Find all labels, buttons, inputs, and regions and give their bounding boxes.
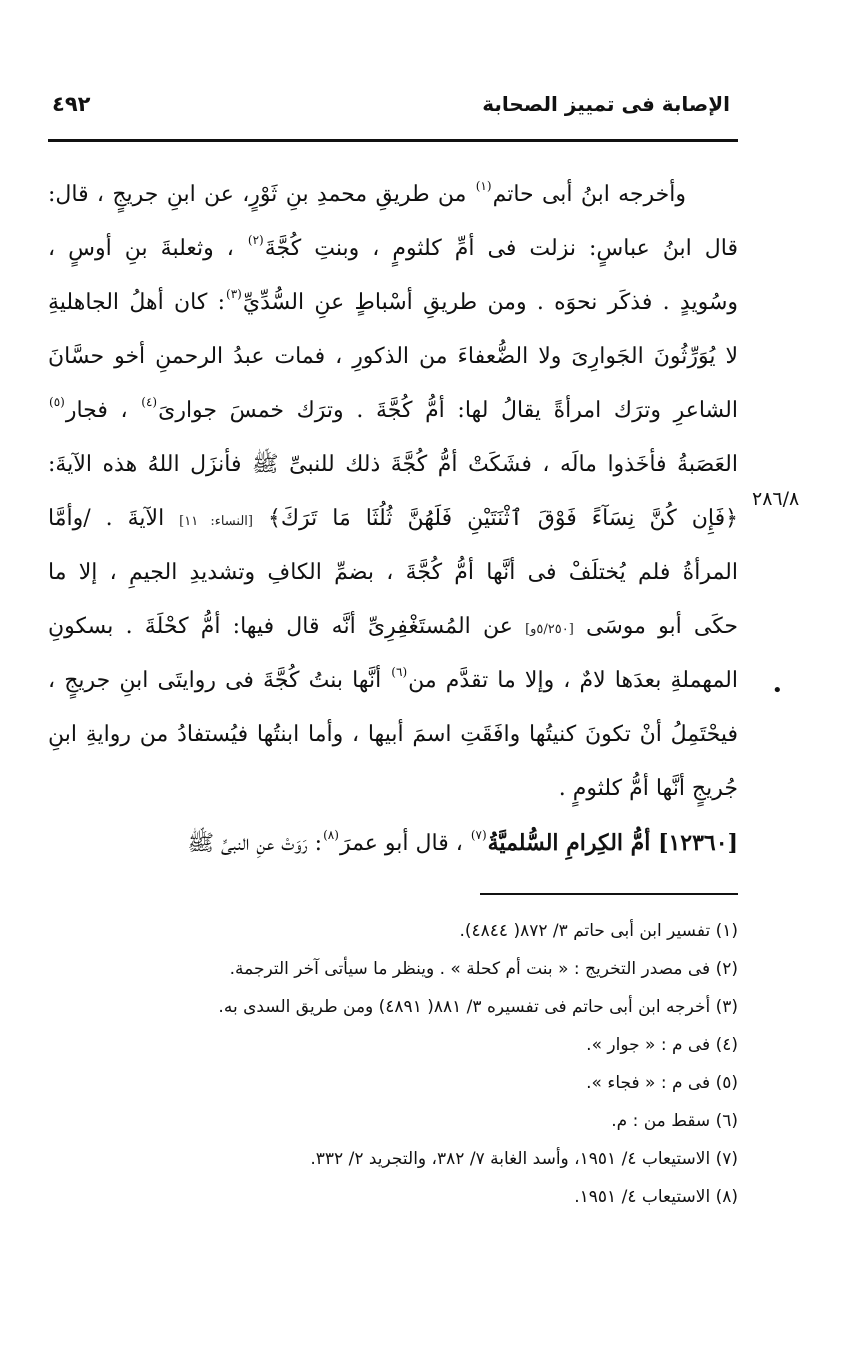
footnote-rule: [480, 893, 738, 895]
footnote-reference: (٥): [49, 395, 65, 409]
text-segment: الآيةَ . /وأمَّا: [48, 506, 180, 531]
text-line: [48, 762, 738, 816]
footnotes: [48, 912, 738, 1216]
margin-dot: •: [772, 680, 783, 701]
entry-heading: [١٢٣٦٠] أمُّ الكِرامِ السُّلميَّةُ: [487, 830, 738, 856]
text-segment: حكَى أبو موسَى: [573, 614, 738, 639]
footnote-reference: (٢): [247, 233, 264, 247]
running-title: الإصابة فى تمييز الصحابة: [482, 92, 730, 116]
footnote-reference: (٧): [470, 828, 487, 842]
text-line: [48, 222, 738, 276]
text-segment: عن المُستَغْفِرِىِّ أنَّه قال فيها: أمُّ كحْلَةَ . بسكونِ: [48, 614, 526, 639]
text-line: [48, 168, 738, 222]
text-segment: : كان أهلُ الجاهليةِ: [48, 290, 226, 315]
footnote-reference: (٣): [226, 287, 242, 301]
text-segment: المهملةِ بعدَها لامٌ ، وإلا ما تقدَّم من: [408, 668, 738, 693]
page-number: ٤٩٢: [52, 92, 91, 116]
entry-heading-line: [48, 816, 738, 870]
text-segment: ، فجار: [65, 398, 141, 423]
text-segment: العَصَبةُ فأخَذوا مالَه ، فشَكَتْ أمُّ كُجَّةَ ذلك للنبىِّ ﷺ فأنزَل اللهُ هذه الآيةَ:: [48, 452, 738, 477]
footnote: (٢) فى مصدر التخريج : « بنت أم كحلة » . وينظر ما سيأتى آخر الترجمة.: [229, 959, 738, 979]
text-segment: أنَّها بنتُ كُجَّةَ فى روايتَى ابنِ جريجٍ ،: [48, 668, 391, 693]
text-line: [48, 654, 738, 708]
footnote: (٤) فى م : « جوار ».: [586, 1035, 738, 1055]
text-segment: الشاعرِ وترَك امرأةً يقالُ لها: أمُّ كُجَّةَ . وترَك خمسَ جوارىَ: [158, 398, 738, 423]
text-line: [48, 492, 738, 546]
text-segment: ، وثعلبةَ بنِ أوسٍ ،: [48, 236, 247, 261]
footnote-reference: (١): [475, 179, 492, 193]
footnote: (٣) أخرجه ابن أبى حاتم فى تفسيره ٣/ ٨٨١( ٤٨٩١) ومن طريق السدى به.: [218, 997, 738, 1017]
text-segment: وسُويدٍ . فذكَر نحوَه . ومن طريقِ أسْباطٍ عنِ السُّدِّيِّ: [242, 290, 738, 315]
footnote-reference: (٤): [141, 395, 158, 409]
text-line: [48, 276, 738, 330]
text-segment: من طريقِ محمدِ بنِ ثَوْرٍ، عن ابنِ جريجٍ ، قال:: [48, 182, 475, 207]
footnote-reference: (٦): [391, 665, 408, 679]
text-segment: فيحْتَمِلُ أنْ تكونَ كنيتُها وافَقَتِ اسمَ أبيها ، وأما ابنتُها فيُستفادُ من روايةِ ابنِ: [48, 722, 738, 747]
footnote: (٧) الاستيعاب ٤/ ١٩٥١، وأسد الغابة ٧/ ٣٨٢، والتجريد ٢/ ٣٣٢.: [310, 1149, 738, 1169]
text-line: [48, 330, 738, 384]
footnote: (١) تفسير ابن أبى حاتم ٣/ ٨٧٢( ٤٨٤٤).: [459, 921, 738, 941]
page-header: [48, 92, 738, 126]
text-segment: لا يُوَرِّثُونَ الجَوارِىَ ولا الضُّعفاءَ من الذكورِ ، فمات عبدُ الرحمنِ أخو حسَّانَ: [48, 344, 738, 369]
footnote: (٨) الاستيعاب ٤/ ١٩٥١.: [574, 1187, 738, 1207]
text-line: [48, 600, 738, 654]
text-line: [48, 708, 738, 762]
quran-verse: ﴿فَإِن كُنَّ نِسَآءً فَوْقَ ٱثْنَتَيْنِ فَلَهُنَّ ثُلُثَا مَا تَرَكَ﴾: [267, 506, 738, 531]
text-segment: المرأةُ فلم يُختلَفْ فى أنَّها أمُّ كُجَّةَ ، بضمِّ الكافِ وتشديدِ الجيمِ ، إلا ما: [48, 560, 738, 585]
text-segment: ، قال أبو عمرَ: [339, 831, 470, 856]
text-line: [48, 438, 738, 492]
header-rule: [48, 139, 738, 142]
text-segment: وأخرجه ابنُ أبى حاتم: [492, 182, 686, 207]
verse-citation: [النساء: ١١]: [179, 514, 253, 529]
margin-volume-page: ٢٨٦/٨: [752, 488, 800, 510]
footnote: (٥) فى م : « فجاء ».: [586, 1073, 738, 1093]
text-line: [48, 546, 738, 600]
text-segment: جُريجٍ أنَّها أمُّ كلثومٍ .: [558, 776, 738, 801]
text-segment: : رَوَتْ عنِ النبىِّ ﷺ: [187, 831, 323, 856]
manuscript-citation: [٥/٢٥٠و]: [525, 622, 574, 637]
footnote: (٦) سقط من : م.: [611, 1111, 738, 1131]
text-segment: قال ابنُ عباسٍ: نزلت فى أمِّ كلثومٍ ، وبنتِ كُجَّةَ: [264, 236, 738, 261]
main-text: [48, 168, 738, 870]
text-line: [48, 384, 738, 438]
footnote-reference: (٨): [323, 828, 339, 842]
